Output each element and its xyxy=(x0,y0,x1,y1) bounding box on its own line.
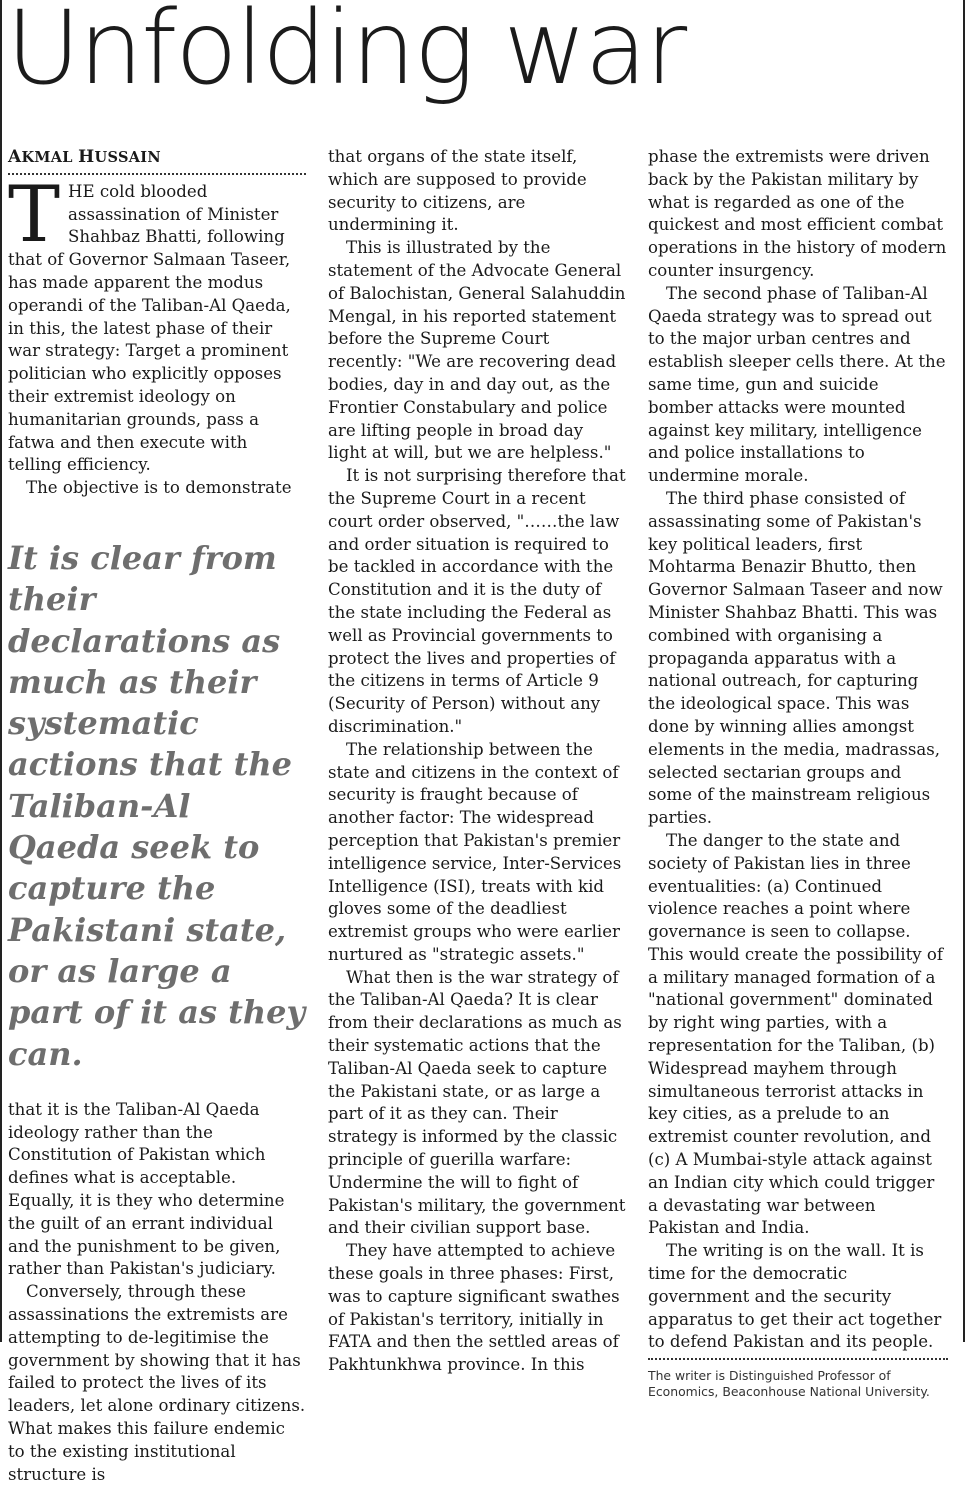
paragraph: The second phase of Taliban-Al Qaeda strategy was to spread out to the major urban centres and establish sleeper cells there. At the same time, gun and suicide bomber attacks were mounted against key military, intelligence and police installations to undermine morale. xyxy=(648,283,946,486)
paragraph: phase the extremists were driven back by the Pakistan military by what is regarded as one of the quickest and most efficient combat operations in the history of modern counter insurgency. xyxy=(648,147,947,280)
paragraph: that organs of the state itself, which are supposed to provide security to citizens, are undermining it. xyxy=(328,147,587,235)
author-note: The writer is Distinguished Professor of Economics, Beaconhouse National University. xyxy=(648,1368,930,1399)
paragraph: The relationship between the state and citizens in the context of security is fraught because of another factor: The widespread perception that Pakistan's premier intelligence service, Inter-Services Intelligence (ISI), treats with kid gloves some of the deadliest extremist groups who were earlier nurtured as "strategic assets." xyxy=(328,739,622,964)
paragraph: This is illustrated by the statement of the Advocate General of Balochistan, General Salahuddin Mengal, in his reported statement before the Supreme Court recently: "We are recovering dead bodies, day in and day out, as the Frontier Constabulary and police are lifting people in broad day light at will, but we are helpless." xyxy=(328,238,626,463)
paragraph: The third phase consisted of assassinating some of Pakistan's key political leaders, first Mohtarma Benazir Bhutto, then Governor Salmaan Taseer and now Minister Shahbaz Bhatti. This was combined with organising a propaganda apparatus with a national outreach, for capturing the ideological space. This was done by winning allies amongst elements in the media, madrassas, selected sectarian groups and some of the mainstream religious parties. xyxy=(648,488,943,828)
column-1 xyxy=(8,146,306,1486)
column-3 xyxy=(648,146,948,1399)
paragraph: THE cold blooded assassination of Minister Shahbaz Bhatti, following that of Governor Salmaan Taseer, has made apparent the modus operandi of the Taliban-Al Qaeda, in this, the latest phase of their war strategy: Target a prominent politician who explicitly opposes their extremist ideology on humanitarian grounds, pass a fatwa and then execute with telling efficiency. xyxy=(8,169,291,475)
paragraph: Conversely, through these assassinations the extremists are attempting to de-legitimise the government by showing that it has failed to protect the lives of its leaders, let alone ordinary citizens. What makes this failure endemic to the existing institutional structure is xyxy=(8,1282,306,1484)
paragraph: that it is the Taliban-Al Qaeda ideology rather than the Constitution of Pakistan which defines what is acceptable. Equally, it is they who determine the guilt of an errant individual and the punishment to be given, rather than Pakistan's judiciary. xyxy=(8,1099,285,1279)
paragraph: The writing is on the wall. It is time for the democratic government and the security apparatus to get their act together to defend Pakistan and its people. xyxy=(648,1241,942,1352)
paragraph: It is not surprising therefore that the Supreme Court in a recent court order observed, "……the law and order situation is required to be tackled in accordance with the Constitution and it is the duty of the state including the Federal as well as Provincial governments to protect the lives and properties of the citizens in terms of Article 9 (Security of Person) without any discrimination." xyxy=(328,466,626,736)
paragraph: They have attempted to achieve these goals in three phases: First, was to capture significant swathes of Pakistan's territory, initially in FATA and then the settled areas of Pakhtunkhwa province. In this xyxy=(328,1241,620,1375)
column-2 xyxy=(328,146,626,1377)
paragraph: The danger to the state and society of Pakistan lies in three eventualities: (a) Continued violence reaches a point where governance is seen to collapse. This would create the possibility of a military managed formation of a "national government" dominated by right wing parties, with a representation for the Taliban, (b) Widespread mayhem through simultaneous terrorist attacks in key cities, as a prelude to an extremist counter revolution, and (c) A Mumbai-style attack against an Indian city which could trigger a devastating war between Pakistan and India. xyxy=(648,830,944,1238)
footer-divider xyxy=(648,1358,948,1360)
drop-cap: T xyxy=(8,169,61,260)
byline: AKMAL HUSSAIN xyxy=(8,146,306,175)
paragraph: What then is the war strategy of the Taliban-Al Qaeda? It is clear from their declarations as much as their systematic actions that the Taliban-Al Qaeda seek to capture the Pakistani state, or as large a part of it as they can. Their strategy is informed by the classic principle of guerilla warfare: Undermine the will to fight of Pakistan's military, the government and their civilian support base. xyxy=(328,967,626,1238)
pull-quote: It is clear from their declarations as much as their systematic actions that the Taliban-Al Qaeda seek to capture the Pakistani state, or as large a part of it as they can. xyxy=(8,538,306,1073)
paragraph: The objective is to demonstrate xyxy=(26,478,292,498)
headline: Unfolding war xyxy=(6,0,686,108)
